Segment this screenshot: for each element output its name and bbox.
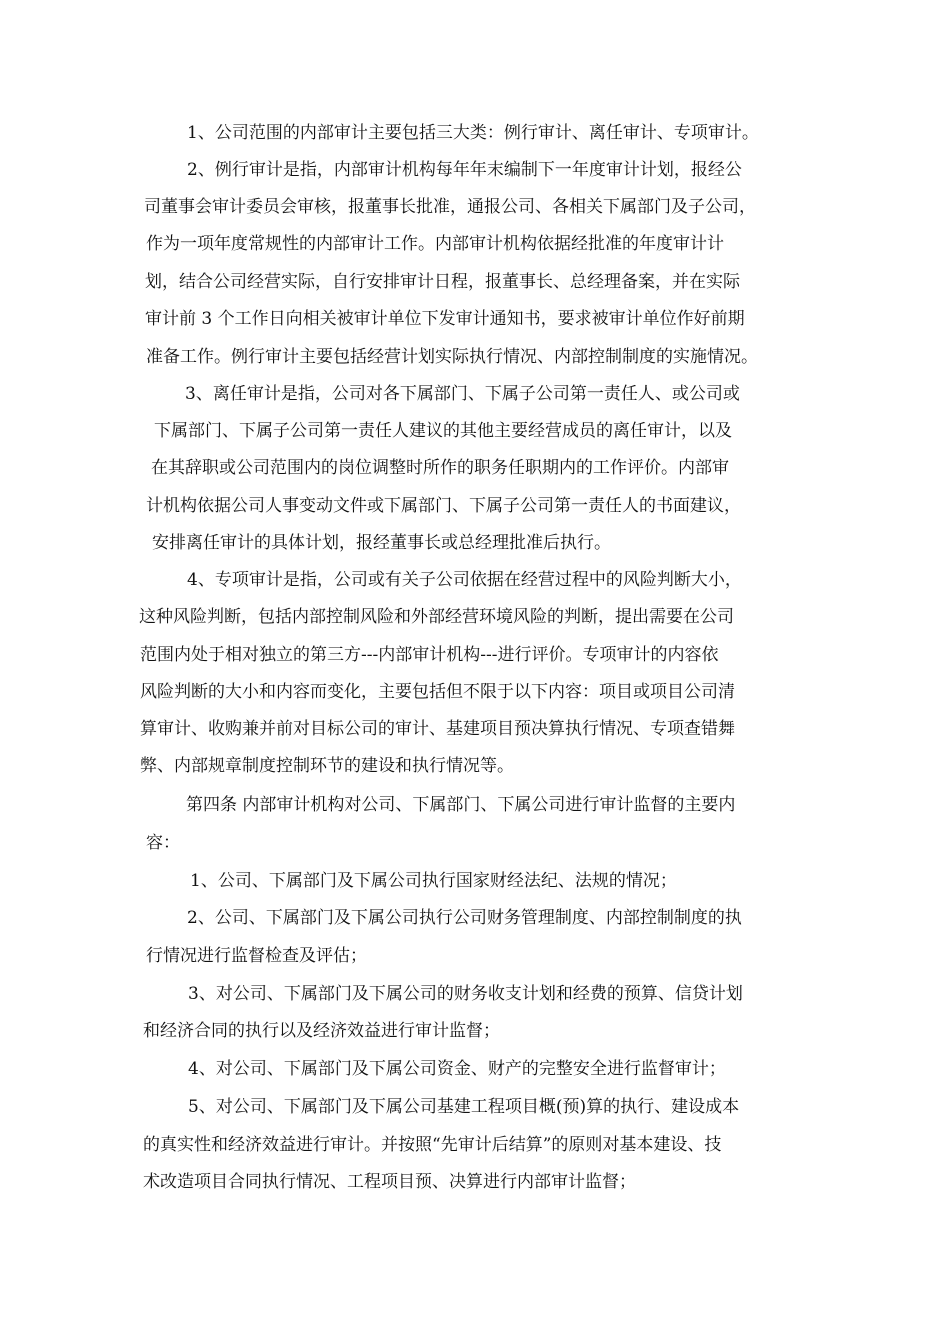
text-line: 范围内处于相对独立的第三方---内部审计机构---进行评价。专项审计的内容依 <box>140 645 719 665</box>
text-line: 1、公司范围的内部审计主要包括三大类：例行审计、离任审计、专项审计。 <box>187 123 759 143</box>
text-line: 风险判断的大小和内容而变化，主要包括但不限于以下内容：项目或项目公司清 <box>140 682 735 702</box>
text-line: 的真实性和经济效益进行审计。并按照“先审计后结算”的原则对基本建设、技 <box>143 1135 722 1155</box>
section-heading: 第四条 内部审计机构对公司、下属部门、下属公司进行审计监督的主要内 <box>186 795 736 815</box>
text-line: 5、对公司、下属部门及下属公司基建工程项目概(预)算的执行、建设成本 <box>188 1097 740 1117</box>
text-line: 和经济合同的执行以及经济效益进行审计监督； <box>143 1021 500 1041</box>
text-line: 1、公司、下属部门及下属公司执行国家财经法纪、法规的情况； <box>190 871 677 891</box>
text-line: 计机构依据公司人事变动文件或下属部门、下属子公司第一责任人的书面建议， <box>146 496 741 516</box>
text-line: 审计前 3 个工作日向相关被审计单位下发审计通知书，要求被审计单位作好前期 <box>145 309 745 329</box>
text-line: 4、专项审计是指，公司或有关子公司依据在经营过程中的风险判断大小， <box>187 570 742 590</box>
text-line: 行情况进行监督检查及评估； <box>146 946 367 966</box>
text-line: 3、对公司、下属部门及下属公司的财务收支计划和经费的预算、信贷计划 <box>188 984 743 1004</box>
text-line: 司董事会审计委员会审核，报董事长批准，通报公司、各相关下属部门及子公司， <box>144 197 756 217</box>
text-line: 准备工作。例行审计主要包括经营计划实际执行情况、内部控制制度的实施情况。 <box>146 347 758 367</box>
text-line: 下属部门、下属子公司第一责任人建议的其他主要经营成员的离任审计，以及 <box>154 421 732 441</box>
text-line: 算审计、收购兼并前对目标公司的审计、基建项目预决算执行情况、专项查错舞 <box>140 719 735 739</box>
text-line: 3、离任审计是指，公司对各下属部门、下属子公司第一责任人、或公司或 <box>185 384 740 404</box>
text-line: 容： <box>146 833 180 853</box>
text-line: 2、公司、下属部门及下属公司执行公司财务管理制度、内部控制制度的执 <box>187 908 742 928</box>
text-line: 作为一项年度常规性的内部审计工作。内部审计机构依据经批准的年度审计计 <box>146 234 724 254</box>
text-line: 弊、内部规章制度控制环节的建设和执行情况等。 <box>140 756 514 776</box>
text-line: 安排离任审计的具体计划，报经董事长或总经理批准后执行。 <box>152 533 611 553</box>
text-line: 在其辞职或公司范围内的岗位调整时所作的职务任职期内的工作评价。内部审 <box>151 458 729 478</box>
text-line: 2、例行审计是指，内部审计机构每年年末编制下一年度审计计划，报经公 <box>187 160 742 180</box>
text-line: 4、对公司、下属部门及下属公司资金、财产的完整安全进行监督审计； <box>188 1059 726 1079</box>
text-line: 术改造项目合同执行情况、工程项目预、决算进行内部审计监督； <box>143 1172 636 1192</box>
text-line: 划，结合公司经营实际，自行安排审计日程，报董事长、总经理备案，并在实际 <box>145 272 740 292</box>
text-line: 这种风险判断，包括内部控制风险和外部经营环境风险的判断，提出需要在公司 <box>139 607 734 627</box>
